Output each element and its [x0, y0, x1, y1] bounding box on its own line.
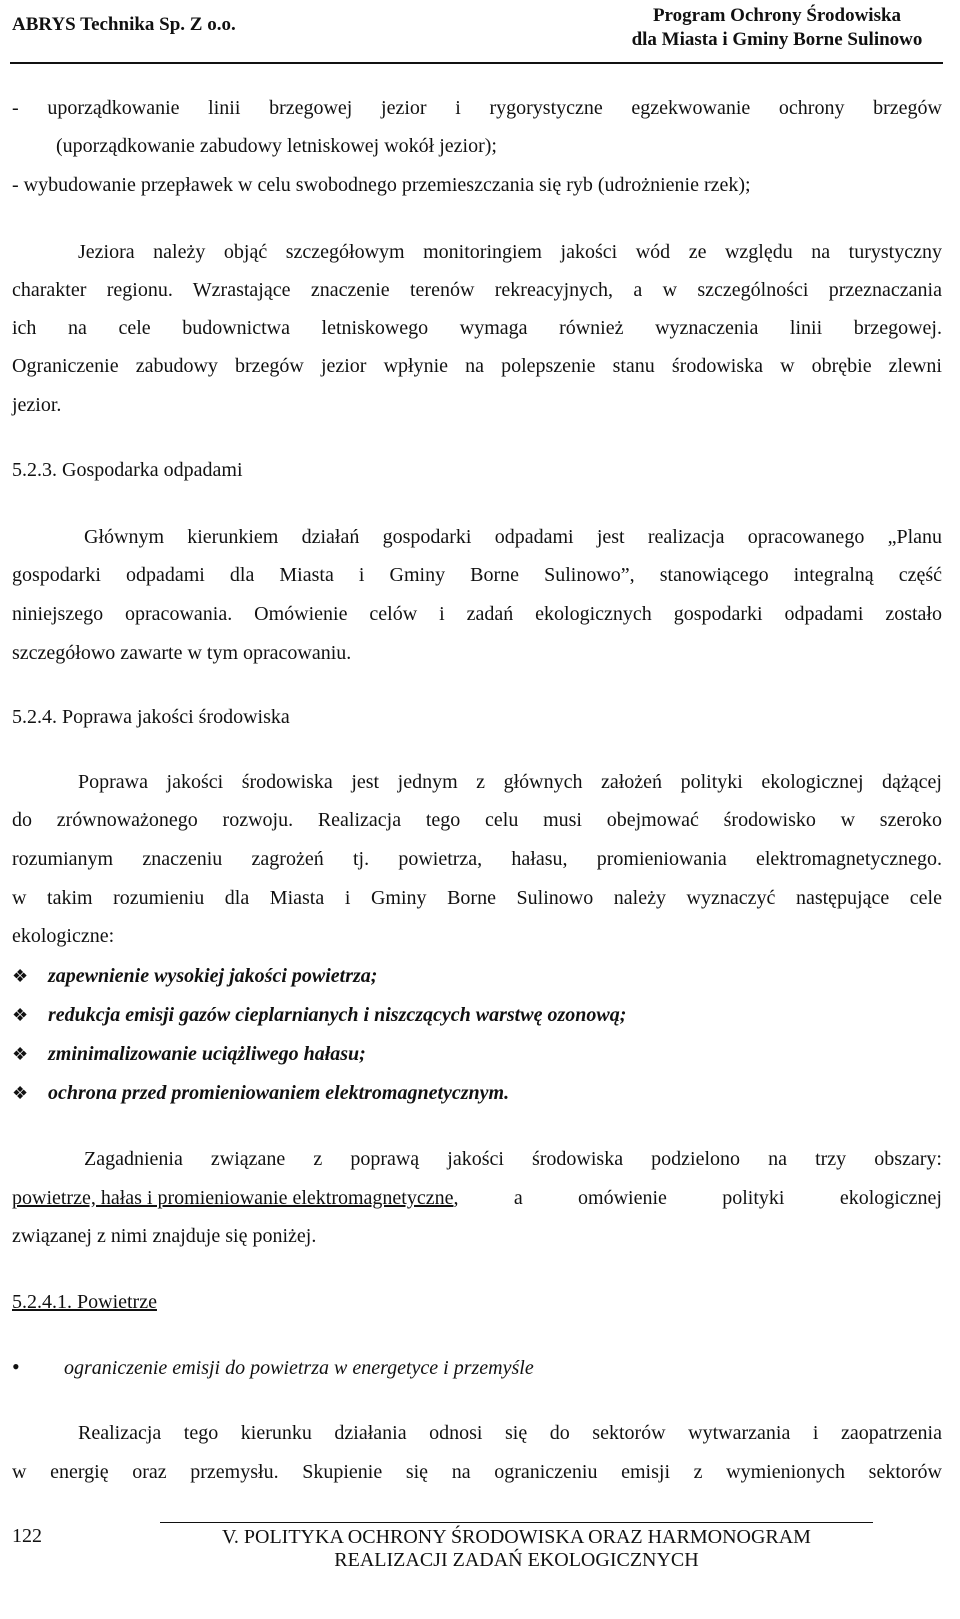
para3-line2: do zrównoważonego rozwoju. Realizacja tego celu musi obejmować środowisko w szeroko — [12, 809, 942, 831]
dash-item-1: - uporządkowanie linii brzegowej jezior i rygorystyczne egzekwowanie ochrony brzegów — [12, 97, 942, 119]
goal-item-3: zminimalizowanie uciążliwego hałasu; — [48, 1043, 366, 1065]
para5-line2: w energię oraz przemysłu. Skupienie się na ograniczeniu emisji z wymienionych sektorów — [12, 1461, 942, 1483]
dash-item-1-continued: (uporządkowanie zabudowy letniskowej wokół jezior); — [56, 135, 497, 157]
para4-line1: Zagadnienia związane z poprawą jakości środowiska podzielono na trzy obszary: — [84, 1148, 942, 1170]
para2-line4: szczegółowo zawarte w tym opracowaniu. — [12, 642, 352, 664]
para4-line2 — [12, 1186, 942, 1210]
para1-line3: ich na cele budownictwa letniskowego wymaga również wyznaczenia linii brzegowej. — [12, 317, 942, 339]
para5-line1: Realizacja tego kierunku działania odnosi się do sektorów wytwarzania i zaopatrzenia — [78, 1422, 942, 1444]
dot-bullet-icon: • — [12, 1354, 20, 1379]
program-title-line1: Program Ochrony Środowiska — [652, 5, 902, 26]
page-number: 122 — [12, 1525, 42, 1547]
section-heading-5-2-3: 5.2.3. Gospodarka odpadami — [12, 459, 243, 481]
company-name: ABRYS Technika Sp. Z o.o. — [12, 14, 236, 35]
para1-line4: Ograniczenie zabudowy brzegów jezior wpłynie na polepszenie stanu środowiska w obrębie zlewni — [12, 355, 942, 377]
para2-line1: Głównym kierunkiem działań gospodarki odpadami jest realizacja opracowanego „Planu — [84, 526, 942, 548]
diamond-bullet-icon: ❖ — [12, 966, 29, 986]
areas-underlined: powietrze, hałas i promieniowanie elektromagnetyczne — [12, 1187, 454, 1209]
section-heading-5-2-4-1: 5.2.4.1. Powietrze — [12, 1291, 157, 1313]
dash-item-2: - wybudowanie przepławek w celu swobodnego przemieszczania się ryb (udrożnienie rzek); — [12, 174, 751, 196]
footer-rule — [160, 1522, 873, 1523]
goal-item-4: ochrona przed promieniowaniem elektromagnetycznym. — [48, 1082, 510, 1104]
header-rule — [10, 62, 943, 64]
diamond-bullet-icon: ❖ — [12, 1044, 29, 1064]
para2-line3: niniejszego opracowania. Omówienie celów i zadań ekologicznych gospodarki odpadami zostało — [12, 603, 942, 625]
para3-line1: Poprawa jakości środowiska jest jednym z głównych założeń polityki ekologicznej dążącej — [78, 771, 942, 793]
para1-line1: Jeziora należy objąć szczegółowym monitoringiem jakości wód ze względu na turystyczny — [78, 241, 942, 263]
diamond-bullet-icon: ❖ — [12, 1083, 29, 1103]
para3-line5: ekologiczne: — [12, 925, 115, 947]
para3-line3: rozumianym znaczeniu zagrożeń tj. powietrza, hałasu, promieniowania elektromagnetycznego. — [12, 848, 942, 870]
goal-item-2: redukcja emisji gazów cieplarnianych i niszczących warstwę ozonową; — [48, 1004, 627, 1026]
para2-line2: gospodarki odpadami dla Miasta i Gminy Borne Sulinowo”, stanowiącego integralną część — [12, 564, 942, 586]
diamond-bullet-icon: ❖ — [12, 1005, 29, 1025]
para1-line5: jezior. — [12, 394, 62, 416]
chapter-title-line1: V. POLITYKA OCHRONY ŚRODOWISKA ORAZ HARMONOGRAM — [222, 1526, 811, 1548]
chapter-title-line2: REALIZACJI ZADAŃ EKOLOGICZNYCH — [334, 1549, 699, 1571]
para3-line4: w takim rozumieniu dla Miasta i Gminy Borne Sulinowo należy wyznaczyć następujące cele — [12, 887, 942, 909]
program-title-line2: dla Miasta i Gminy Borne Sulinowo — [631, 29, 923, 50]
dot-item-text: ograniczenie emisji do powietrza w energetyce i przemyśle — [64, 1357, 534, 1379]
section-heading-5-2-4: 5.2.4. Poprawa jakości środowiska — [12, 706, 290, 728]
para1-line2: charakter regionu. Wzrastające znaczenie terenów rekreacyjnych, a w szczególności przeznaczania — [12, 279, 942, 301]
para4-line2-rest: , a omówienie polityki ekologicznej — [453, 1187, 942, 1209]
goal-item-1: zapewnienie wysokiej jakości powietrza; — [48, 965, 378, 987]
para4-line3: związanej z nimi znajduje się poniżej. — [12, 1225, 317, 1247]
